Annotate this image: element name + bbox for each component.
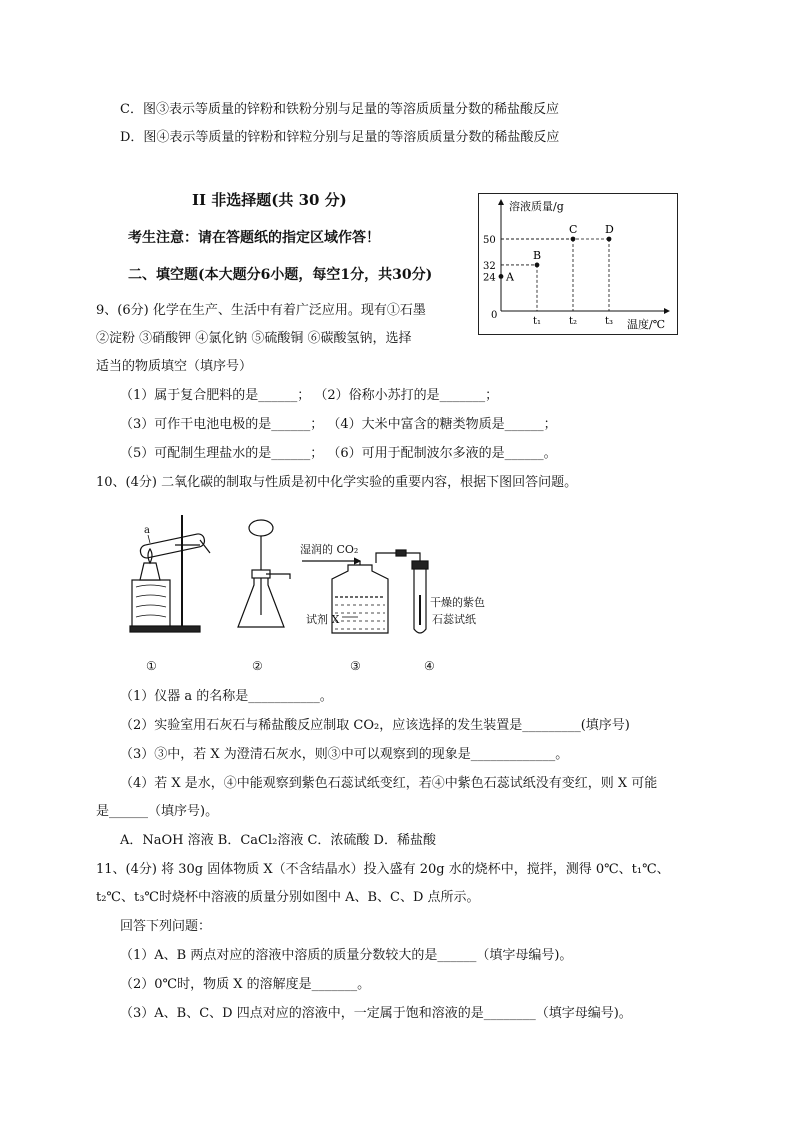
apparatus-label-3: ③ bbox=[350, 659, 361, 673]
q10-3: （3）③中，若 X 为澄清石灰水，则③中可以观察到的现象是_____________。 bbox=[120, 747, 569, 762]
instrument-a-label: a bbox=[144, 525, 150, 536]
q11-2: （2）0℃时，物质 X 的溶解度是_______。 bbox=[120, 977, 371, 992]
paper-label-2: 石蕊试纸 bbox=[432, 613, 476, 626]
notice: 考生注意：请在答题纸的指定区域作答！ bbox=[128, 230, 380, 246]
y-tick-24: 24 bbox=[483, 272, 496, 284]
q11-1: （1）A、B 两点对应的溶液中溶质的质量分数较大的是______（填字母编号)。 bbox=[120, 948, 573, 963]
y-tick-32: 32 bbox=[483, 260, 496, 272]
apparatus-label-1: ① bbox=[146, 659, 157, 673]
q10-4a: （4）若 X 是水，④中能观察到紫色石蕊试纸变红，若④中紫色石蕊试纸没有变红，则 X 可能 bbox=[120, 776, 658, 791]
q11-3: （3）A、B、C、D 四点对应的溶液中，一定属于饱和溶液的是________（填字母编号)。 bbox=[120, 1006, 632, 1021]
q11-intro-1: 11、(4分) 将 30g 固体物质 X（不含结晶水）投入盛有 20g 水的烧杯中，搅拌，测得 0℃、t₁℃、 bbox=[96, 862, 670, 877]
option-d: D．图④表示等质量的锌粉和锌粒分别与足量的等溶质质量分数的稀盐酸反应 bbox=[120, 130, 560, 145]
y-axis-label: 溶液质量/g bbox=[509, 200, 564, 213]
solution-mass-graph bbox=[478, 193, 678, 335]
q9-row3: （5）可配制生理盐水的是______； （6）可用于配制波尔多液的是______。 bbox=[120, 446, 557, 461]
apparatus-2 bbox=[238, 520, 290, 627]
y-tick-50: 50 bbox=[483, 235, 496, 246]
apparatus-svg bbox=[120, 505, 520, 680]
apparatus-figure bbox=[120, 505, 520, 680]
apparatus-4 bbox=[412, 561, 485, 633]
apparatus-3 bbox=[300, 543, 420, 633]
point-A bbox=[499, 274, 504, 279]
q11-intro-2: t₂℃、t₃℃时烧杯中溶液的质量分别如图中 A、B、C、D 点所示。 bbox=[96, 890, 480, 905]
q9-row1: （1）属于复合肥料的是______； （2）俗称小苏打的是_______； bbox=[120, 388, 499, 403]
apparatus-label-4: ④ bbox=[424, 659, 435, 673]
point-D bbox=[607, 237, 612, 242]
q9-row2: （3）可作干电池电极的是______； （4）大米中富含的糖类物质是______； bbox=[120, 417, 557, 432]
point-label-D: D bbox=[605, 223, 614, 236]
q9-options: ②淀粉 ③硝酸钾 ④氯化钠 ⑤硫酸铜 ⑥碳酸氢钠，选择 bbox=[96, 331, 412, 346]
gas-label: 湿润的 CO₂ bbox=[300, 543, 359, 556]
x-axis-label: 温度/℃ bbox=[627, 318, 666, 331]
x-tick-t₁: t₁ bbox=[533, 316, 542, 327]
q9-instruction: 适当的物质填空（填序号） bbox=[96, 359, 253, 374]
point-label-A: A bbox=[506, 270, 514, 284]
apparatus-label-2: ② bbox=[252, 659, 263, 673]
q11-prompt: 回答下列问题： bbox=[120, 919, 212, 934]
option-c: C．图③表示等质量的锌粉和铁粉分别与足量的等溶质质量分数的稀盐酸反应 bbox=[120, 102, 559, 117]
apparatus-1 bbox=[130, 515, 210, 632]
graph-svg bbox=[479, 194, 677, 334]
point-label-C: C bbox=[569, 223, 578, 236]
x-tick-t₂: t₂ bbox=[569, 316, 578, 327]
section-title: II 非选择题(共 30 分) bbox=[192, 191, 347, 209]
q9-intro: 9、(6分) 化学在生产、生活中有着广泛应用。现有①石墨 bbox=[96, 303, 426, 318]
reagent-label: 试剂 X bbox=[306, 613, 340, 626]
paper-label-1: 干燥的紫色 bbox=[430, 596, 485, 609]
q10-1: （1）仪器 a 的名称是___________。 bbox=[120, 689, 333, 704]
part-title: 二、填空题(本大题分6小题，每空1分，共30分) bbox=[128, 267, 433, 283]
point-label-B: B bbox=[533, 248, 542, 262]
q10-intro: 10、(4分) 二氧化碳的制取与性质是初中化学实验的重要内容，根据下图回答问题。 bbox=[96, 475, 578, 490]
q10-options: A．NaOH 溶液 B．CaCl₂溶液 C．浓硫酸 D．稀盐酸 bbox=[120, 833, 436, 848]
x-tick-t₃: t₃ bbox=[605, 316, 614, 327]
q10-4b: 是______（填序号)。 bbox=[96, 804, 219, 819]
origin-label: 0 bbox=[491, 310, 498, 321]
q10-2: （2）实验室用石灰石与稀盐酸反应制取 CO₂，应该选择的发生装置是_________(填序号) bbox=[120, 718, 630, 733]
point-B bbox=[535, 263, 540, 268]
